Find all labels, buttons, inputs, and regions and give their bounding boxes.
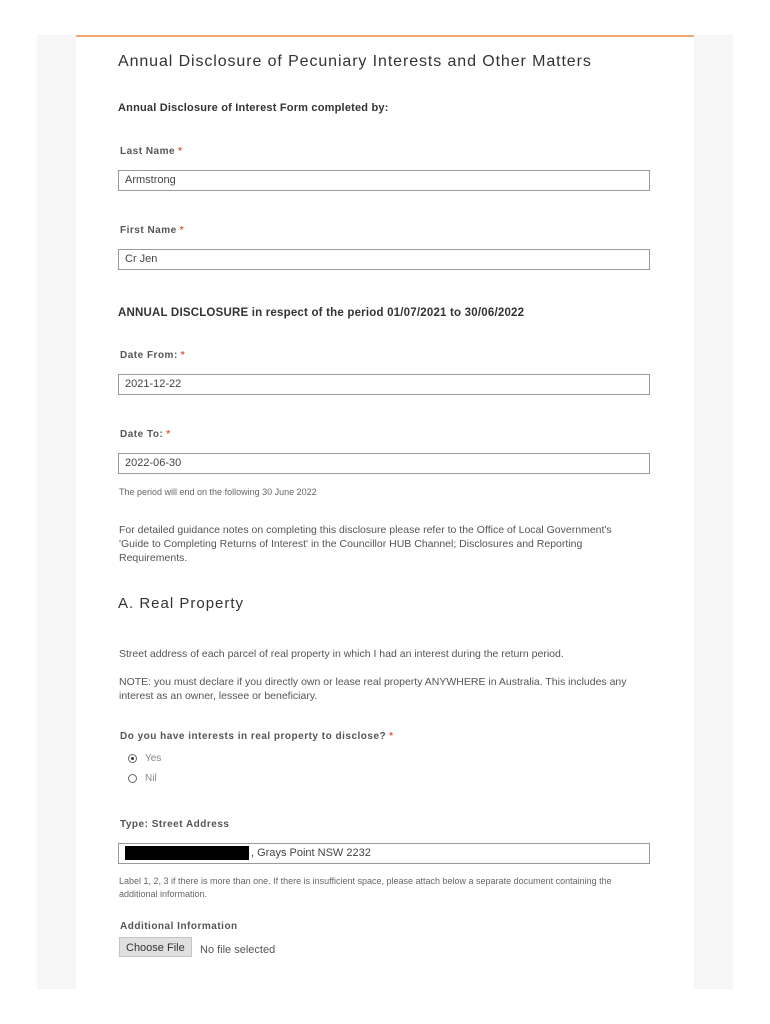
real-property-question (120, 731, 394, 742)
period-heading: ANNUAL DISCLOSURE in respect of the period 01/07/2021 to 30/06/2022 (118, 307, 525, 319)
last-name-field[interactable]: Armstrong (118, 170, 650, 191)
radio-option-label: Yes (145, 753, 162, 764)
real-property-question-text: Do you have interests in real property to disclose? (120, 731, 387, 742)
guidance-text: For detailed guidance notes on completing this disclosure please refer to the Office of Local Government's 'Guide to Completing Returns of Interest' in the Councillor HUB Channel; Disclosures and Reporting Requirements. (119, 524, 612, 564)
last-name-label-text: Last Name (120, 146, 176, 157)
street-address-value: , Grays Point NSW 2232 (251, 847, 371, 859)
address-note: Label 1, 2, 3 if there is more than one. If there is insufficient space, please attach below a separate document containing the additional information. (119, 876, 612, 899)
last-name-label (120, 146, 182, 157)
date-to-label (120, 429, 171, 440)
required-marker: * (389, 731, 394, 742)
date-from-label-text: Date From: (120, 350, 178, 361)
required-marker: * (178, 146, 183, 157)
required-marker: * (180, 350, 186, 361)
radio-checked-icon[interactable] (128, 754, 137, 763)
first-name-label (120, 225, 184, 236)
radio-unchecked-icon[interactable] (128, 774, 137, 783)
date-to-label-text: Date To: (120, 429, 164, 440)
redaction-block (125, 846, 249, 860)
choose-file-button[interactable]: Choose File (119, 937, 192, 957)
street-address-label: Type: Street Address (120, 819, 230, 830)
date-from-label (120, 350, 185, 361)
completed-by-heading: Annual Disclosure of Interest Form completed by: (118, 102, 389, 114)
required-marker: * (179, 225, 185, 236)
required-marker: * (166, 429, 171, 440)
period-note: The period will end on the following 30 June 2022 (119, 487, 317, 497)
first-name-field[interactable]: Cr Jen (118, 249, 650, 270)
form-title: Annual Disclosure of Pecuniary Interests and Other Matters (118, 53, 592, 70)
form-card (76, 35, 694, 991)
file-status-text: No file selected (200, 944, 276, 956)
date-to-field[interactable]: 2022-06-30 (118, 453, 650, 474)
section-a-note: NOTE: you must declare if you directly own or lease real property ANYWHERE in Australia. This includes any interest as an owner, lessee or beneficiary. (119, 676, 627, 702)
section-a-heading: A. Real Property (118, 595, 245, 612)
radio-option-nil[interactable] (128, 773, 157, 784)
radio-option-yes[interactable] (128, 753, 161, 764)
date-from-field[interactable]: 2021-12-22 (118, 374, 650, 395)
first-name-label-text: First Name (120, 225, 177, 236)
additional-info-label: Additional Information (120, 921, 238, 932)
radio-option-label: Nil (145, 773, 157, 784)
street-address-field[interactable] (118, 843, 650, 864)
section-a-intro: Street address of each parcel of real property in which I had an interest during the return period. (119, 648, 564, 660)
